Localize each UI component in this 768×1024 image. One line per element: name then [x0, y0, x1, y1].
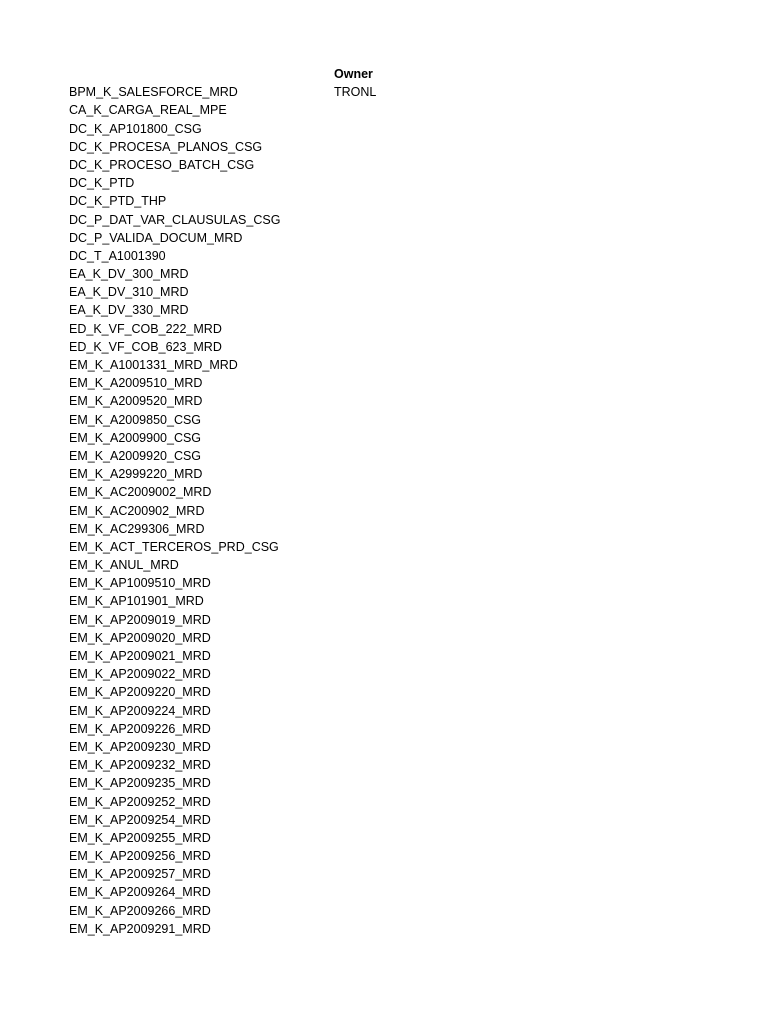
- table-row: [69, 156, 749, 174]
- owner-cell: [334, 611, 534, 629]
- object-name-cell: EA_K_DV_330_MRD: [69, 303, 189, 318]
- object-name-cell: EM_K_AP2009291_MRD: [69, 921, 211, 936]
- owner-cell: [334, 793, 534, 811]
- owner-cell: [334, 829, 534, 847]
- owner-cell: [334, 120, 534, 138]
- owner-cell: [334, 447, 534, 465]
- object-name-cell: EM_K_AP2009254_MRD: [69, 812, 211, 827]
- table-row: [69, 902, 749, 920]
- table-row: [69, 247, 749, 265]
- owner-cell: [334, 538, 534, 556]
- object-name-cell: EM_K_ACT_TERCEROS_PRD_CSG: [69, 539, 279, 554]
- owner-cell: [334, 301, 534, 319]
- object-name-cell: DC_K_PTD_THP: [69, 194, 167, 209]
- object-name-cell: EM_K_AP2009019_MRD: [69, 612, 211, 627]
- object-name-cell: EM_K_A2009920_CSG: [69, 448, 202, 463]
- owner-cell: [334, 283, 534, 301]
- owner-cell: [334, 556, 534, 574]
- object-name-cell: EM_K_AP2009224_MRD: [69, 703, 211, 718]
- object-name-cell: DC_K_PROCESO_BATCH_CSG: [69, 157, 255, 172]
- table-row: [69, 520, 749, 538]
- object-name-cell: EM_K_AP2009256_MRD: [69, 849, 211, 864]
- table-row: [69, 629, 749, 647]
- owner-cell: [334, 101, 534, 119]
- table-row: [69, 83, 749, 101]
- owner-cell: [334, 265, 534, 283]
- owner-cell: [334, 702, 534, 720]
- table-row: [69, 229, 749, 247]
- owner-cell: [334, 738, 534, 756]
- object-name-cell: EM_K_AC2009002_MRD: [69, 485, 212, 500]
- name-column-header: [69, 65, 334, 83]
- object-name-cell: EM_K_AP2009226_MRD: [69, 721, 211, 736]
- owner-cell: [334, 647, 534, 665]
- table-body: [69, 83, 749, 938]
- table-row: [69, 829, 749, 847]
- owner-cell: TRONL: [334, 85, 377, 100]
- object-name-cell: EM_K_AP2009264_MRD: [69, 885, 211, 900]
- object-name-cell: ED_K_VF_COB_222_MRD: [69, 321, 222, 336]
- object-name-cell: EM_K_AP2009220_MRD: [69, 685, 211, 700]
- owner-cell: [334, 774, 534, 792]
- object-name-cell: EM_K_A2009520_MRD: [69, 394, 203, 409]
- table-row: [69, 702, 749, 720]
- owner-cell: [334, 902, 534, 920]
- owner-cell: [334, 520, 534, 538]
- owner-cell: [334, 156, 534, 174]
- header-row: [69, 65, 749, 83]
- owner-cell: [334, 174, 534, 192]
- table-row: [69, 483, 749, 501]
- owner-cell: [334, 574, 534, 592]
- owner-cell: [334, 247, 534, 265]
- table-row: [69, 920, 749, 938]
- table-row: [69, 374, 749, 392]
- object-name-cell: EM_K_A2009850_CSG: [69, 412, 202, 427]
- owner-cell: [334, 138, 534, 156]
- table-row: [69, 411, 749, 429]
- object-name-cell: BPM_K_SALESFORCE_MRD: [69, 85, 238, 100]
- owner-column-header: Owner: [334, 67, 373, 81]
- object-name-cell: EM_K_A2009900_CSG: [69, 430, 202, 445]
- table-row: [69, 811, 749, 829]
- object-name-cell: DC_K_PTD: [69, 176, 135, 191]
- owner-cell: [334, 665, 534, 683]
- owner-cell: [334, 411, 534, 429]
- owner-cell: [334, 756, 534, 774]
- object-name-cell: EM_K_AP2009021_MRD: [69, 649, 211, 663]
- table-row: [69, 611, 749, 629]
- owner-cell: [334, 502, 534, 520]
- table-row: [69, 283, 749, 301]
- owner-cell: [334, 465, 534, 483]
- object-name-cell: EM_K_AP2009255_MRD: [69, 830, 211, 845]
- object-name-cell: DC_T_A1001390: [69, 248, 166, 263]
- table-row: [69, 120, 749, 138]
- table-row: [69, 592, 749, 610]
- object-name-cell: EM_K_AP2009252_MRD: [69, 794, 211, 809]
- object-name-cell: EM_K_A2009510_MRD: [69, 376, 203, 391]
- object-name-cell: DC_P_DAT_VAR_CLAUSULAS_CSG: [69, 212, 281, 227]
- table-row: [69, 647, 749, 665]
- object-name-cell: EM_K_A2999220_MRD: [69, 467, 203, 482]
- table-row: [69, 502, 749, 520]
- object-name-cell: DC_K_PROCESA_PLANOS_CSG: [69, 139, 263, 154]
- object-name-cell: EM_K_AP2009020_MRD: [69, 630, 211, 645]
- owner-cell: [334, 392, 534, 410]
- object-name-cell: EA_K_DV_300_MRD: [69, 267, 189, 282]
- table-row: [69, 883, 749, 901]
- object-name-cell: EM_K_AP2009257_MRD: [69, 867, 211, 882]
- table-row: [69, 392, 749, 410]
- table-row: [69, 738, 749, 756]
- owner-cell: [334, 211, 534, 229]
- object-name-cell: DC_K_AP101800_CSG: [69, 121, 202, 136]
- owner-cell: [334, 865, 534, 883]
- owner-cell: [334, 811, 534, 829]
- table-row: [69, 429, 749, 447]
- table-row: [69, 774, 749, 792]
- owner-cell: [334, 592, 534, 610]
- table-row: [69, 574, 749, 592]
- object-name-cell: EM_K_AP1009510_MRD: [69, 576, 211, 591]
- table-row: [69, 683, 749, 701]
- owner-cell: [334, 192, 534, 210]
- owner-cell: [334, 629, 534, 647]
- owner-cell: [334, 356, 534, 374]
- object-name-cell: EM_K_AP2009235_MRD: [69, 776, 211, 791]
- table-row: [69, 211, 749, 229]
- object-name-cell: ED_K_VF_COB_623_MRD: [69, 339, 222, 354]
- object-name-cell: DC_P_VALIDA_DOCUM_MRD: [69, 230, 243, 245]
- object-name-cell: EM_K_AC200902_MRD: [69, 503, 205, 518]
- table-row: [69, 756, 749, 774]
- owner-cell: [334, 920, 534, 938]
- table-row: [69, 338, 749, 356]
- table-row: [69, 265, 749, 283]
- table-row: [69, 447, 749, 465]
- object-name-cell: EM_K_AP2009232_MRD: [69, 758, 211, 773]
- owner-cell: [334, 720, 534, 738]
- object-name-cell: EM_K_A1001331_MRD_MRD: [69, 358, 238, 372]
- object-name-cell: EA_K_DV_310_MRD: [69, 285, 189, 300]
- owner-cell: [334, 847, 534, 865]
- owner-cell: [334, 429, 534, 447]
- owner-cell: [334, 229, 534, 247]
- object-name-cell: EM_K_ANUL_MRD: [69, 558, 179, 573]
- table-row: [69, 320, 749, 338]
- table-row: [69, 301, 749, 319]
- object-name-cell: EM_K_AC299306_MRD: [69, 521, 205, 536]
- object-name-cell: EM_K_AP2009230_MRD: [69, 739, 211, 754]
- owner-cell: [334, 338, 534, 356]
- owner-cell: [334, 883, 534, 901]
- table-row: [69, 865, 749, 883]
- object-name-cell: EM_K_AP2009266_MRD: [69, 903, 211, 918]
- object-name-cell: CA_K_CARGA_REAL_MPE: [69, 103, 227, 118]
- table-row: [69, 101, 749, 119]
- table-row: [69, 665, 749, 683]
- owner-cell: [334, 683, 534, 701]
- table-row: [69, 356, 749, 374]
- table-row: [69, 847, 749, 865]
- owner-cell: [334, 374, 534, 392]
- table-row: [69, 793, 749, 811]
- table-row: [69, 174, 749, 192]
- table-row: [69, 192, 749, 210]
- table-row: [69, 465, 749, 483]
- table-row: [69, 538, 749, 556]
- owner-cell: [334, 483, 534, 501]
- table-row: [69, 138, 749, 156]
- object-name-cell: EM_K_AP2009022_MRD: [69, 667, 211, 682]
- spreadsheet-table: [69, 65, 749, 938]
- table-row: [69, 556, 749, 574]
- owner-cell: [334, 320, 534, 338]
- table-row: [69, 720, 749, 738]
- object-name-cell: EM_K_AP101901_MRD: [69, 594, 204, 609]
